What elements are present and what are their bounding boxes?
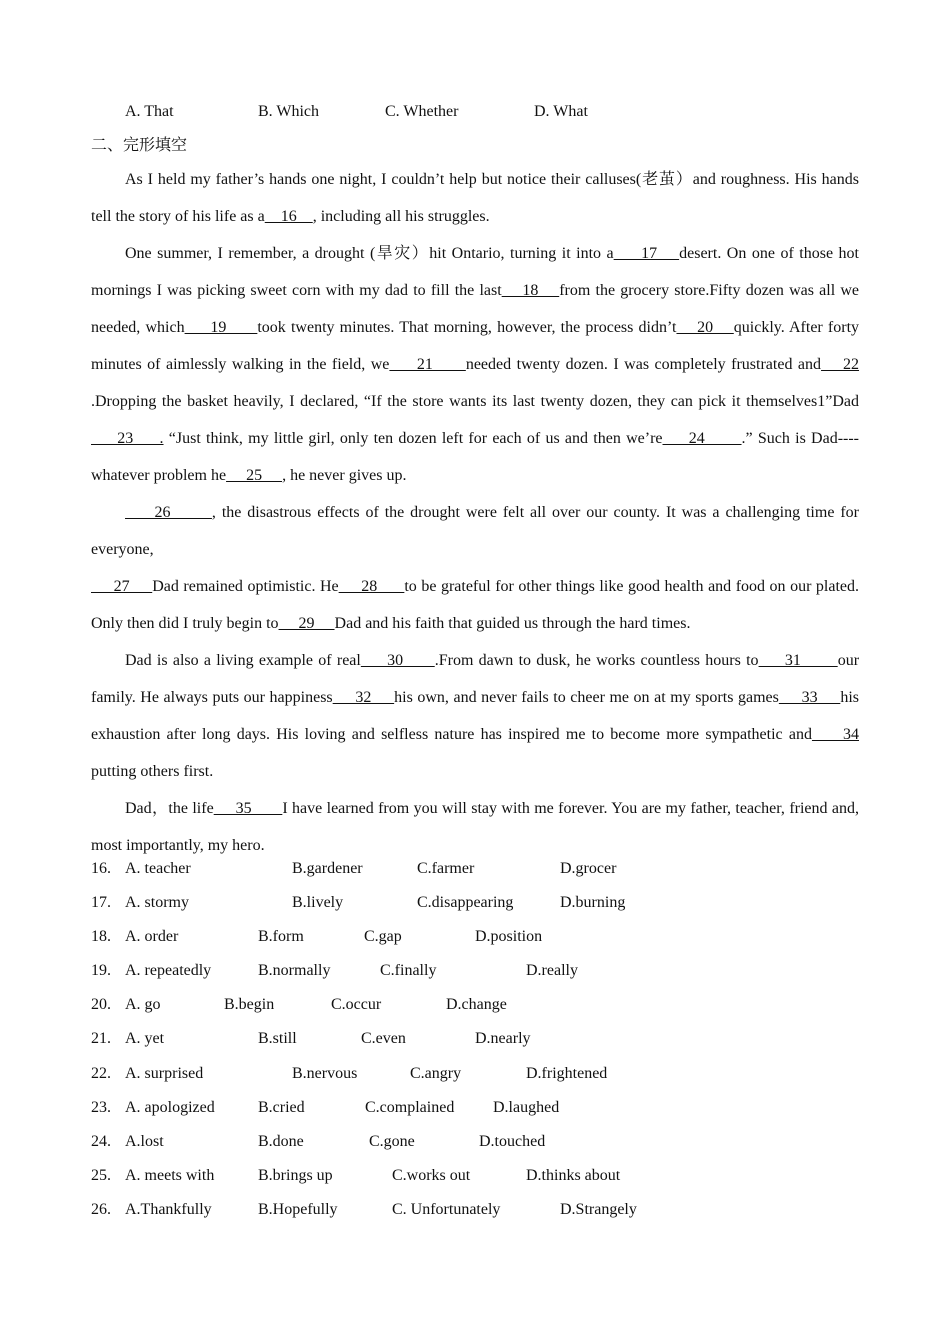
text: his exhaustion after long days. His loving and selfless nature has inspired me to become more sympathetic and	[91, 689, 859, 743]
choice-a: A. meets with	[125, 1166, 215, 1184]
answer-choices	[91, 858, 859, 1233]
choice-b: B.normally	[258, 962, 331, 980]
choice-c: C.even	[361, 1030, 406, 1048]
text: quickly. After forty minutes of aimlessly walking in the field, we	[91, 319, 860, 373]
text: Dad is also a living example of real	[125, 652, 361, 669]
question-row	[91, 994, 859, 1028]
choice-a: A. surprised	[125, 1064, 204, 1082]
question-number: 25.	[91, 1166, 111, 1184]
choice-d: D.change	[446, 996, 507, 1014]
option-c: C. Whether	[385, 103, 459, 120]
blank-27: 27	[91, 578, 153, 595]
choice-c: C.complained	[365, 1098, 455, 1116]
choice-a: A. yet	[125, 1030, 165, 1048]
cloze-passage	[91, 161, 859, 864]
choice-b: B.form	[258, 928, 304, 946]
question-row	[91, 1131, 859, 1165]
choice-d: D.nearly	[475, 1030, 531, 1048]
text: to be grateful for other things like good health and food on our plated. Only then did I truly begin to	[91, 578, 860, 632]
text: , the disastrous effects of the drought were felt all over our county. It was a challenging time for everyone,	[91, 504, 859, 558]
question-row	[91, 1199, 859, 1233]
choice-a: A. order	[125, 928, 179, 946]
choice-a: A.lost	[125, 1132, 164, 1150]
choice-b: B.lively	[292, 894, 344, 912]
text: , including all his struggles.	[312, 208, 490, 225]
blank-16: 16	[264, 208, 313, 225]
choice-a: A. go	[125, 996, 161, 1014]
text: Dad，the life	[125, 800, 214, 817]
blank-28: 28	[338, 578, 405, 595]
blank-20: 20	[676, 319, 734, 336]
question-row	[91, 1063, 859, 1097]
question-row	[91, 1165, 859, 1199]
paragraph-5	[91, 642, 859, 790]
choice-a: A.Thankfully	[125, 1200, 212, 1218]
blank-21: 21	[389, 356, 466, 373]
question-row	[91, 926, 859, 960]
question-number: 17.	[91, 894, 111, 912]
choice-a: A. stormy	[125, 894, 189, 912]
question-row	[91, 1028, 859, 1062]
choice-b: B.begin	[224, 996, 275, 1014]
question-number: 18.	[91, 928, 111, 946]
choice-c: C.gap	[364, 928, 402, 946]
text: One summer, I remember, a drought (旱灾）hit Ontario, turning it into a	[125, 245, 614, 262]
question-number: 22.	[91, 1064, 111, 1082]
text: .” Such is Dad----whatever problem he	[91, 430, 860, 484]
question-number: 19.	[91, 962, 111, 980]
choice-d: D.position	[475, 928, 543, 946]
question-row	[91, 892, 859, 926]
choice-c: C.gone	[369, 1132, 415, 1150]
question-row	[91, 960, 859, 994]
blank-17: 17	[613, 245, 680, 262]
text: .Dropping the basket heavily, I declared, “If the store wants its last twenty dozen, they can pick it themselves1”Dad	[91, 393, 859, 410]
choice-d: D.Strangely	[560, 1200, 637, 1218]
choice-d: D.grocer	[560, 860, 617, 877]
text: Dad remained optimistic. He	[152, 578, 339, 595]
text: our family. He always puts our happiness	[91, 652, 860, 706]
text: I have learned from you will stay with me forever. You are my father, teacher, friend and, most importantly, my hero.	[91, 800, 860, 854]
choice-d: D.really	[526, 962, 578, 980]
option-a: A. That	[125, 103, 174, 120]
question-number: 20.	[91, 996, 111, 1014]
blank-26: 26	[125, 504, 212, 521]
choice-b: B.Hopefully	[258, 1200, 338, 1218]
text: As I held my father’s hands one night, I couldn’t help but notice their calluses(老茧）and roughness. His hands tell the story of his life as a	[91, 171, 859, 225]
blank-19: 19	[184, 319, 258, 336]
paragraph-2	[91, 235, 859, 494]
blank-24: 24	[662, 430, 742, 447]
blank-25: 25	[226, 467, 283, 484]
choice-b: B.brings up	[258, 1166, 333, 1184]
choice-b: B.still	[258, 1030, 297, 1048]
choice-c: C.works out	[392, 1166, 471, 1184]
text: needed twenty dozen. I was completely frustrated and	[465, 356, 822, 373]
choice-b: B.gardener	[292, 860, 363, 877]
choice-d: D.burning	[560, 894, 626, 912]
section-title: 二、完形填空	[91, 137, 188, 154]
blank-30: 30	[360, 652, 435, 669]
question-row	[91, 858, 859, 892]
blank-35: 35	[213, 800, 283, 817]
option-b: B. Which	[258, 103, 320, 120]
choice-b: B.nervous	[292, 1064, 358, 1082]
choice-b: B.cried	[258, 1098, 305, 1116]
text: took twenty minutes. That morning, however, the process didn’t	[257, 319, 677, 336]
choice-a: A. apologized	[125, 1098, 215, 1116]
text: his own, and never fails to cheer me on at my sports games	[394, 689, 779, 706]
text: “Just think, my little girl, only ten dozen left for each of us and then we’re	[163, 430, 663, 447]
blank-34: 34	[811, 726, 859, 743]
choice-c: C.occur	[331, 996, 382, 1014]
choice-a: A. repeatedly	[125, 962, 212, 980]
choice-c: C.finally	[380, 962, 437, 980]
choice-c: C.farmer	[417, 860, 475, 877]
option-d: D. What	[534, 103, 588, 120]
text: desert. On one of those hot mornings I was picking sweet corn with my dad to fill the last	[91, 245, 859, 299]
choice-a: A. teacher	[125, 860, 191, 877]
question-number: 21.	[91, 1030, 111, 1048]
blank-32: 32	[332, 689, 395, 706]
text: .From dawn to dusk, he works countless hours to	[434, 652, 759, 669]
choice-b: B.done	[258, 1132, 304, 1150]
choice-c: C. Unfortunately	[392, 1200, 501, 1218]
question-number: 23.	[91, 1098, 111, 1116]
text: from the grocery store.Fifty dozen was all we needed, which	[91, 282, 860, 336]
blank-29: 29	[278, 615, 335, 632]
blank-33: 33	[778, 689, 841, 706]
paragraph-3	[91, 494, 859, 568]
question-row	[91, 1097, 859, 1131]
paragraph-6	[91, 790, 859, 864]
text: Dad and his faith that guided us through the hard times.	[334, 615, 691, 632]
question-number: 26.	[91, 1200, 111, 1218]
choice-c: C.angry	[410, 1064, 462, 1082]
blank-31: 31	[758, 652, 838, 669]
paragraph-4	[91, 568, 859, 642]
question-number: 16.	[91, 860, 111, 877]
previous-question-options	[125, 101, 859, 123]
blank-18: 18	[501, 282, 560, 299]
blank-23: 23 .	[91, 430, 164, 447]
choice-d: D.touched	[479, 1132, 546, 1150]
choice-d: D.thinks about	[526, 1166, 621, 1184]
paragraph-1	[91, 161, 859, 235]
text: putting others first.	[91, 763, 214, 780]
question-number: 24.	[91, 1132, 111, 1150]
choice-d: D.laughed	[493, 1098, 560, 1116]
choice-d: D.frightened	[526, 1064, 608, 1082]
text: , he never gives up.	[282, 467, 407, 484]
choice-c: C.disappearing	[417, 894, 514, 912]
blank-22: 22	[821, 356, 860, 373]
